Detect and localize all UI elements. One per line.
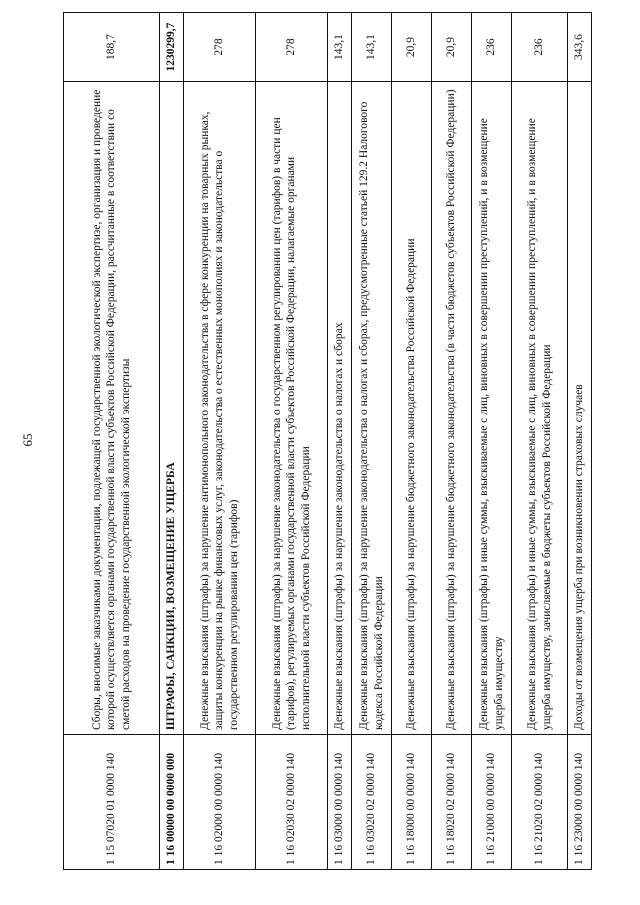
row-code: 1 16 03000 00 0000 140 <box>328 735 352 870</box>
row-description: Денежные взыскания (штрафы) за нарушение законодательства о налогах и сборах, предусмотренные статьей 129.2 Налогового кодекса Российской Федерации <box>352 82 392 735</box>
row-code: 1 16 21000 00 0000 140 <box>472 735 512 870</box>
row-description: Доходы от возмещения ущерба при возникновении страховых случаев <box>568 82 592 735</box>
row-code: 1 16 00000 00 0000 000 <box>160 735 184 870</box>
row-description: Денежные взыскания (штрафы) за нарушение бюджетного законодательства (в части бюджетов субъектов Российской Федерации) <box>432 82 472 735</box>
row-description: Сборы, вносимые заказчиками документации, подлежащей государственной экологической экспертизе, организация и проведение которой осуществляется органами государственной власти субъектов Российской Федерации, рассчитанные в соответствии со сметой расходов на проведение государственной экологической экспертизы <box>64 82 160 735</box>
row-amount: 236 <box>472 13 512 82</box>
row-amount: 143,1 <box>352 13 392 82</box>
row-description: ШТРАФЫ, САНКЦИИ, ВОЗМЕЩЕНИЕ УЩЕРБА <box>160 82 184 735</box>
row-amount: 20,9 <box>392 13 432 82</box>
table-row <box>432 13 472 870</box>
row-code: 1 16 18020 02 0000 140 <box>432 735 472 870</box>
budget-table-container <box>63 12 586 870</box>
table-row <box>256 13 328 870</box>
row-description: Денежные взыскания (штрафы) и иные суммы, взыскиваемые с лиц, виновных в совершении преступлений, и в возмещение ущерба имуществу, зачисляемые в бюджеты субъектов Российской Федерации <box>512 82 568 735</box>
table-row <box>392 13 432 870</box>
row-amount: 1230299,7 <box>160 13 184 82</box>
row-description: Денежные взыскания (штрафы) за нарушение антимонопольного законодательства в сфере конкуренции на товарных рынках, защиты конкуренции на рынке финансовых услуг, законодательства о естественных монополиях и законодательства о государственном регулировании цен (тарифов) <box>184 82 256 735</box>
table-row <box>512 13 568 870</box>
row-amount: 188,7 <box>64 13 160 82</box>
row-code: 1 16 21020 02 0000 140 <box>512 735 568 870</box>
row-amount: 236 <box>512 13 568 82</box>
table-row <box>64 13 160 870</box>
row-code: 1 16 18000 00 0000 140 <box>392 735 432 870</box>
table-row <box>328 13 352 870</box>
table-row <box>472 13 512 870</box>
row-amount: 278 <box>256 13 328 82</box>
page-number: 65 <box>20 433 35 447</box>
row-code: 1 16 02000 00 0000 140 <box>184 735 256 870</box>
table-row <box>160 13 184 870</box>
row-code: 1 16 03020 02 0000 140 <box>352 735 392 870</box>
row-code: 1 15 07020 01 0000 140 <box>64 735 160 870</box>
table-row <box>568 13 592 870</box>
row-code: 1 16 23000 00 0000 140 <box>568 735 592 870</box>
table-row <box>184 13 256 870</box>
budget-revenue-table <box>63 12 592 870</box>
row-description: Денежные взыскания (штрафы) за нарушение законодательства о налогах и сборах <box>328 82 352 735</box>
row-amount: 278 <box>184 13 256 82</box>
table-row <box>352 13 392 870</box>
row-amount: 343,6 <box>568 13 592 82</box>
row-code: 1 16 02030 02 0000 140 <box>256 735 328 870</box>
row-description: Денежные взыскания (штрафы) за нарушение бюджетного законодательства Российской Федерации <box>392 82 432 735</box>
row-description: Денежные взыскания (штрафы) и иные суммы, взыскиваемые с лиц, виновных в совершении преступлений, и в возмещение ущерба имуществу <box>472 82 512 735</box>
row-amount: 143,1 <box>328 13 352 82</box>
row-amount: 20,9 <box>432 13 472 82</box>
row-description: Денежные взыскания (штрафы) за нарушение законодательства о государственном регулировании цен (тарифов) в части цен (тарифов), регулируемых органами государственной власти субъектов Российской Федерации, налагаемые органами исполнительной власти субъектов Российской Федерации <box>256 82 328 735</box>
